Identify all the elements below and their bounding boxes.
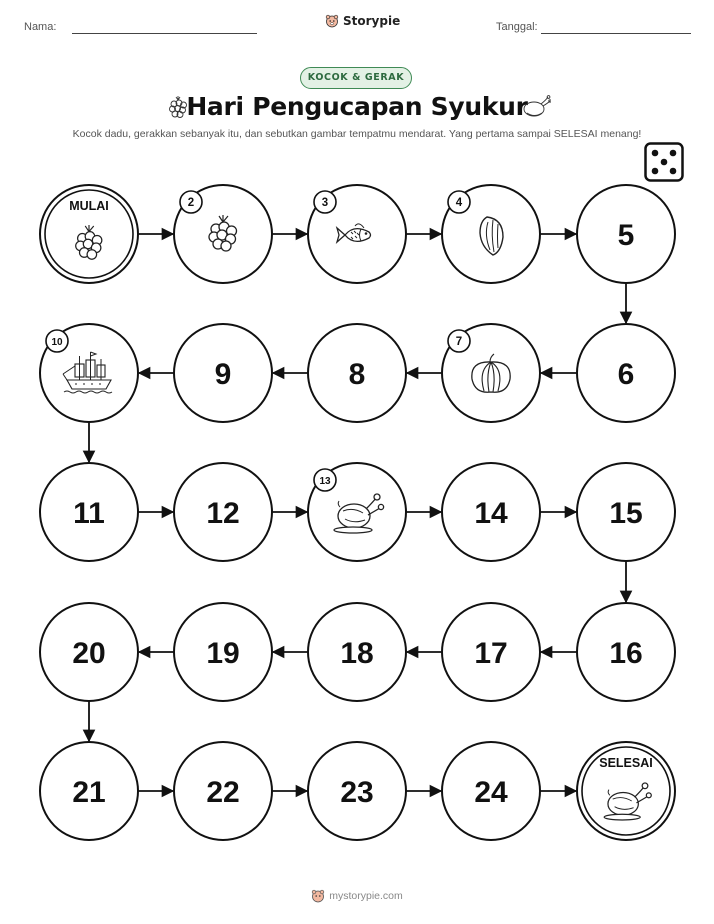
board-space-16 [577, 603, 675, 701]
space-number: 9 [214, 358, 232, 391]
board-space-21 [40, 742, 138, 840]
board-space-14 [442, 463, 540, 561]
board-space-9 [174, 324, 272, 422]
space-number: 14 [474, 497, 508, 530]
board-space-20 [40, 603, 138, 701]
board-space-10 [40, 324, 138, 422]
space-number: 16 [609, 637, 643, 670]
space-number: 15 [609, 497, 643, 530]
category-badge: KOCOK & GERAK [300, 67, 412, 89]
space-number-badge: 7 [455, 336, 463, 348]
board-space-4 [442, 185, 540, 283]
space-number: 17 [474, 637, 508, 670]
name-label: Nama: [24, 21, 57, 33]
board-space-1 [40, 185, 138, 283]
space-number: 24 [474, 776, 508, 809]
board-space-2 [174, 185, 272, 283]
space-number: 6 [617, 358, 635, 391]
finish-label: SELESAI [599, 756, 653, 770]
footer [0, 889, 714, 903]
instructions: Kocok dadu, gerakkan sebanyak itu, dan sebutkan gambar tempatmu mendarat. Yang pertama sampai SELESAI menang! [72, 128, 642, 140]
board-space-24 [442, 742, 540, 840]
space-number: 5 [617, 219, 635, 252]
board-space-25 [577, 742, 675, 840]
space-number-badge: 13 [319, 476, 331, 487]
board-space-8 [308, 324, 406, 422]
page-title: Hari Pengucapan Syukur [186, 92, 528, 121]
board-space-18 [308, 603, 406, 701]
board-space-11 [40, 463, 138, 561]
start-label: MULAI [69, 199, 109, 213]
space-number: 19 [206, 637, 240, 670]
space-number-badge: 10 [51, 337, 63, 348]
space-number: 22 [206, 776, 240, 809]
space-number: 8 [348, 358, 366, 391]
date-label: Tanggal: [496, 21, 538, 33]
space-number-badge: 3 [321, 197, 329, 209]
board-space-19 [174, 603, 272, 701]
board-space-12 [174, 463, 272, 561]
brand-name: Storypie [343, 14, 401, 28]
space-number: 18 [340, 637, 374, 670]
space-number: 21 [72, 776, 106, 809]
space-number: 20 [72, 637, 106, 670]
board-space-13 [308, 463, 406, 561]
storypie-mascot-icon [311, 889, 325, 903]
board-space-3 [308, 185, 406, 283]
board-space-23 [308, 742, 406, 840]
space-number: 12 [206, 497, 240, 530]
space-number: 23 [340, 776, 374, 809]
board-space-22 [174, 742, 272, 840]
board-space-5 [577, 185, 675, 283]
space-number: 11 [73, 497, 105, 530]
footer-url: mystorypie.com [329, 890, 403, 902]
board-space-7 [442, 324, 540, 422]
space-number-badge: 4 [455, 197, 463, 209]
space-number-badge: 2 [187, 197, 195, 209]
board-space-15 [577, 463, 675, 561]
board-space-6 [577, 324, 675, 422]
board-space-17 [442, 603, 540, 701]
